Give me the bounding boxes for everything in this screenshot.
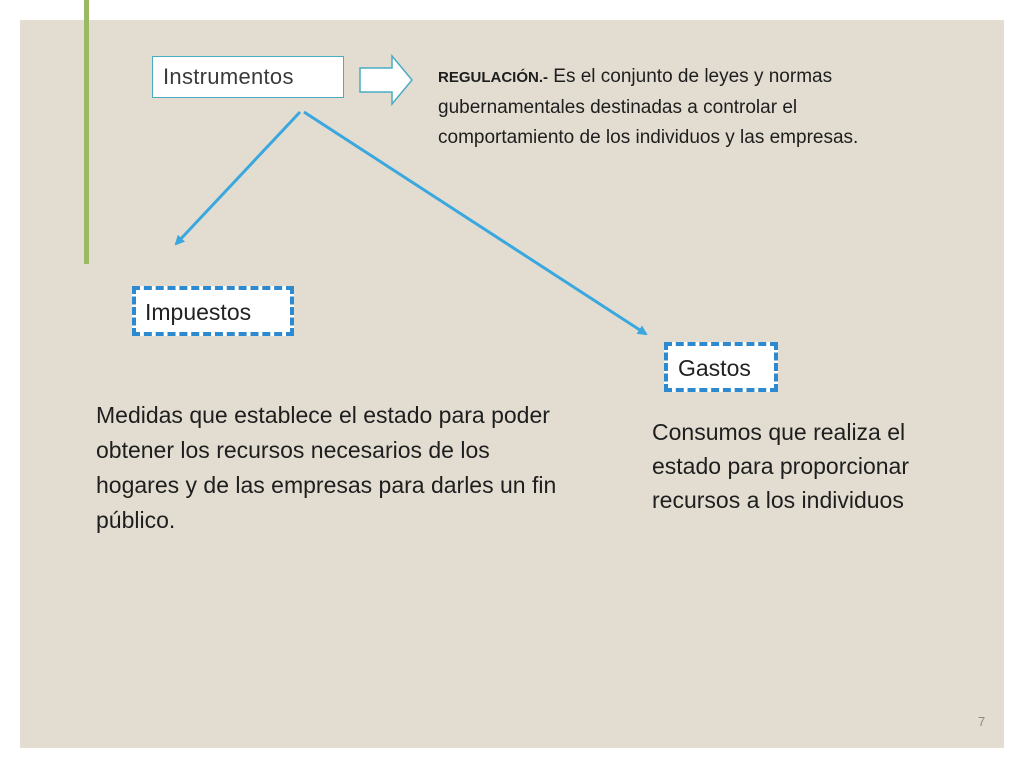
- regulacion-definition: [438, 62, 938, 153]
- regulacion-term: REGULACIÓN.-: [438, 69, 548, 86]
- gastos-label: Gastos: [678, 355, 751, 381]
- gastos-box: [664, 342, 778, 392]
- impuestos-description: Medidas que establece el estado para poder obtener los recursos necesarios de los hogares y de las empresas para darles un fin público.: [96, 402, 557, 533]
- regulacion-definition-text: Es el conjunto de leyes y normas gubernamentales destinadas a controlar el comportamiento de los individuos y las empresas.: [438, 66, 859, 148]
- block-arrow-right: [360, 56, 412, 104]
- impuestos-box: [132, 286, 294, 336]
- gastos-description: Consumos que realiza el estado para proporcionar recursos a los individuos: [652, 419, 909, 513]
- connector-to-impuestos: [176, 112, 300, 244]
- instrumentos-box: [152, 56, 344, 98]
- instrumentos-label: Instrumentos: [163, 64, 294, 89]
- page-number: 7: [978, 714, 986, 729]
- impuestos-label: Impuestos: [145, 299, 252, 325]
